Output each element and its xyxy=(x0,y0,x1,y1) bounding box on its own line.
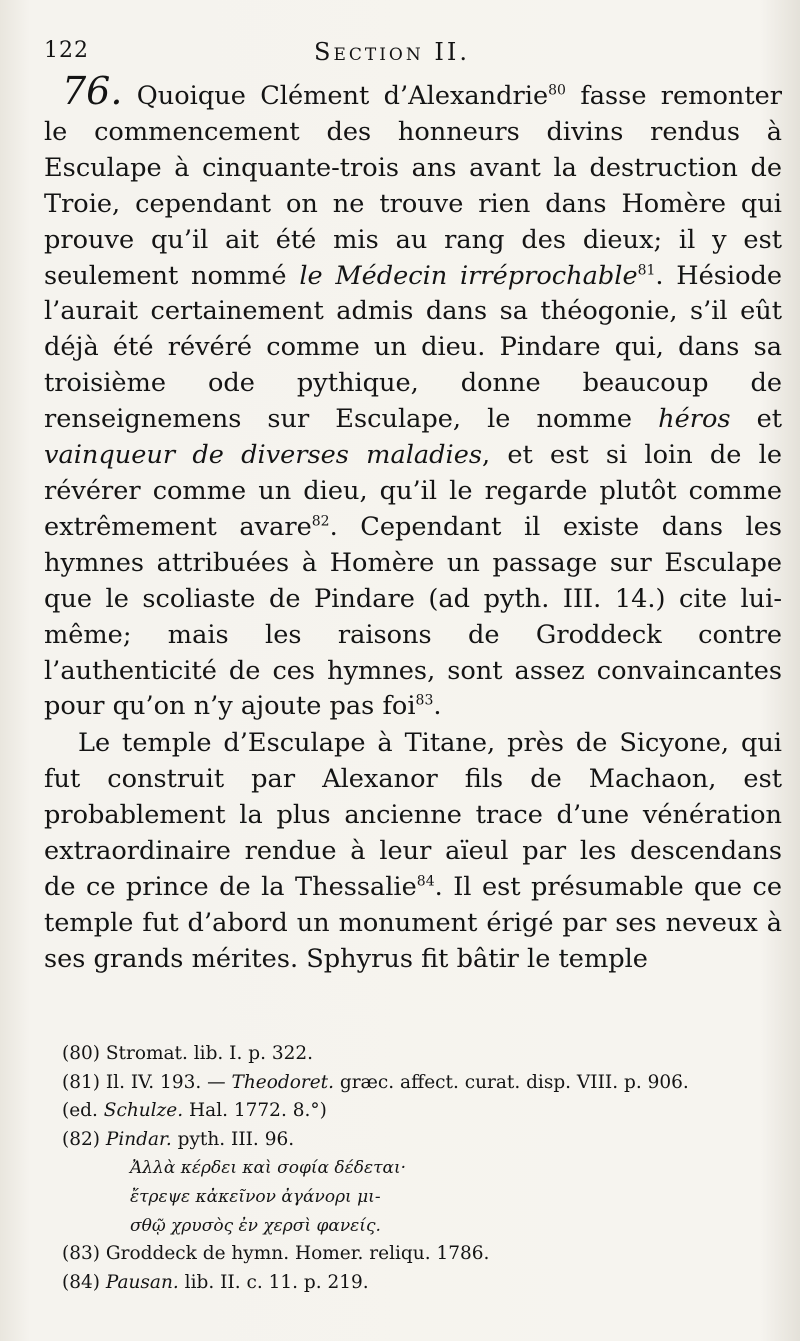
greek-quote-line: Ἀλλὰ κέρδει καὶ σοφία δέδεται· xyxy=(130,1158,407,1179)
footnotes xyxy=(62,1040,762,1297)
footnote-text: Il. IV. 193. — xyxy=(105,1071,226,1093)
footnote-number: (80) xyxy=(62,1043,100,1064)
italic-phrase: héros xyxy=(658,404,731,435)
italic-phrase: le Médecin irréprochable xyxy=(299,260,638,291)
footnote-ref-81[interactable]: 81 xyxy=(637,262,656,278)
footnote-ref-83[interactable]: 83 xyxy=(415,692,434,709)
footnote-text: Groddeck de hymn. Homer. reliqu. 1786. xyxy=(105,1243,490,1265)
greek-quote-line: ἔτρεψε κἀκεῖνον ἀγάνορι μι- xyxy=(130,1186,381,1207)
footnote-84 xyxy=(62,1269,762,1298)
page-number: 122 xyxy=(44,38,89,63)
paragraph-temple xyxy=(44,726,782,977)
footnote-81 xyxy=(62,1069,762,1098)
section-number: 76. xyxy=(62,69,123,113)
footnote-italic: Theodoret. xyxy=(231,1071,334,1093)
footnote-italic: Pausan. xyxy=(105,1271,179,1293)
text-run: . xyxy=(433,691,442,722)
footnote-ref-80[interactable]: 80 xyxy=(548,82,566,99)
italic-phrase: vainqueur de diverses maladies xyxy=(44,440,483,471)
text-run: et xyxy=(756,404,782,435)
footnote-number: (81) xyxy=(62,1071,100,1093)
text-run: Le temple d’Esculape à Titane, près de Sicyone, qui fut construit par Alexanor fils de Machaon, est probablement la plus ancienne trace d’une vénération extraordinaire rendue à leur aïeul par les descendans de ce prince de la Thessalie xyxy=(44,728,782,902)
text-run: Quoique Clément d’Alexandrie xyxy=(136,81,549,111)
footnote-italic: Pindar. xyxy=(105,1128,172,1150)
page-header xyxy=(44,38,780,78)
footnote-82 xyxy=(62,1126,762,1155)
footnote-text: (ed. xyxy=(62,1100,98,1122)
footnote-text: Stromat. lib. I. p. 322. xyxy=(105,1043,314,1064)
main-text xyxy=(44,69,783,978)
footnote-text: græc. affect. curat. disp. VIII. p. 906. xyxy=(339,1071,689,1093)
footnote-ref-82[interactable]: 82 xyxy=(311,513,330,530)
footnote-83 xyxy=(62,1240,762,1269)
footnote-text: lib. II. c. 11. p. 219. xyxy=(184,1271,369,1293)
footnote-italic: Schulze. xyxy=(103,1100,184,1122)
text-run: , et est si loin de le révérer comme un dieu, qu’il le regarde plutôt comme extrêmement avare xyxy=(44,440,783,542)
text-run: . Hésiode l’aurait certainement admis dans sa théogonie, s’il eût déjà été révéré comme un dieu. Pindare qui, dans sa troisième ode pythique, donne beaucoup de renseignemens sur Esculape, le nomme xyxy=(44,260,783,435)
footnote-number: (83) xyxy=(62,1243,100,1265)
running-head: Section II. xyxy=(314,38,470,66)
footnote-text: Hal. 1772. 8.°) xyxy=(189,1100,327,1122)
footnote-number: (82) xyxy=(62,1128,100,1150)
footnote-number: (84) xyxy=(62,1271,100,1293)
footnote-81-continued xyxy=(62,1097,762,1126)
greek-quote-line: σθῷ χρυσὸς ἐν χερσὶ φανείς. xyxy=(130,1215,381,1236)
text-run: . Il est présumable que ce temple fut d’abord un monument érigé par ses neveux à ses grands mérites. Sphyrus fit bâtir le temple xyxy=(44,871,782,974)
footnote-ref-84[interactable]: 84 xyxy=(416,873,435,890)
footnote-text: pyth. III. 96. xyxy=(177,1128,295,1150)
text-run: . Cependant il existe dans les hymnes attribuées à Homère un passage sur Esculape que le scoliaste de Pindare (ad pyth. III. 14.) cite lui-même; mais les raisons de Groddeck contre l’authenticité de ces hymnes, sont assez convaincantes pour qu’on n’y ajoute pas foi xyxy=(44,511,782,722)
footnote-80 xyxy=(62,1040,762,1069)
paragraph-76 xyxy=(44,69,783,725)
text-run: fasse remonter le commencement des honneurs divins rendus à Esculape à cinquante-trois ans avant la destruction de Troie, cependant on ne trouve rien dans Homère qui prouve qu’il ait été mis au rang des dieux; il y est seulement nommé xyxy=(44,81,783,291)
